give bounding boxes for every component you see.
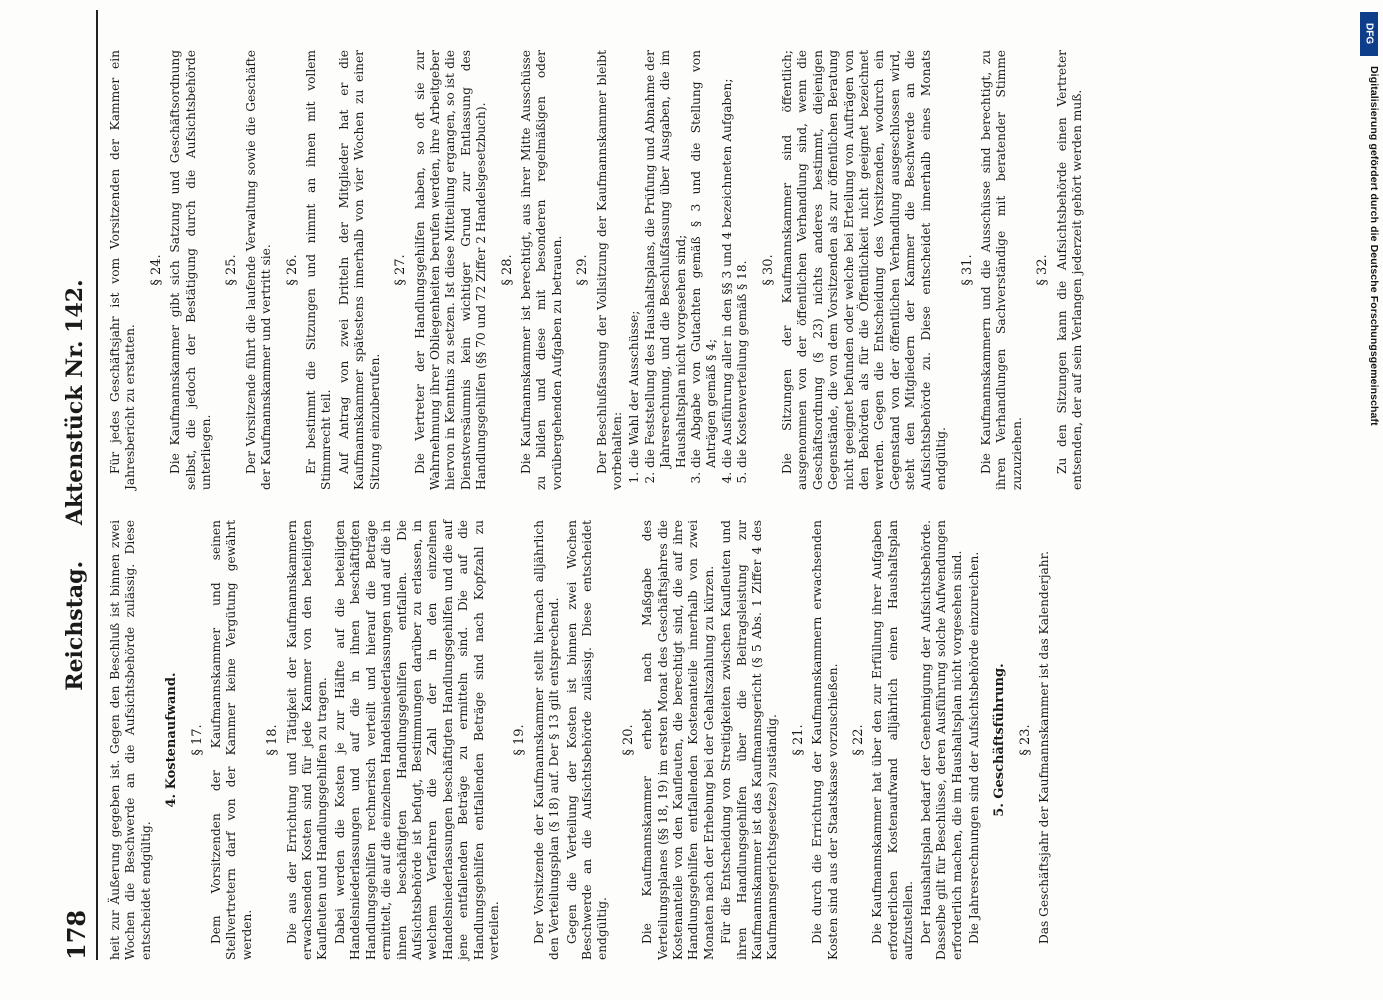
section-number: § 24.	[148, 254, 164, 286]
paragraph: Die Kaufmannskammer ist berechtigt, aus ihrer Mitte Ausschüsse zu bilden und diese mit besonderen regelmäßigen oder vorübergehenden Aufgaben zu betrauen.	[518, 50, 564, 490]
dfg-logo: DFG	[1360, 12, 1378, 56]
section-number: § 21.	[790, 724, 806, 756]
left-column	[108, 520, 1358, 960]
paragraph: Die Kaufmannskammern und die Ausschüsse sind berechtigt, zu ihren Verhandlungen Sachverständige mit beratender Stimme zuzuziehen.	[978, 50, 1024, 490]
right-column	[108, 50, 1358, 490]
paragraph: Die Jahresrechnungen sind der Aufsichtsbehörde einzureichen.	[966, 551, 981, 944]
paragraph: Dabei werden die Kosten je zur Hälfte auf die beteiligten Handelsniederlassungen und auf die in ihnen beschäftigten Handlungsgehilfen rechnerisch verteilt und hierauf die Beträge ermittelt, die auf die einzelnen Handelsniederlassungen und auf die in ihnen beschäftigten Handlungsgehilfen entfallen. Die Aufsichtsbehörde ist befugt, Bestimmungen darüber zu erlassen, in welchem Verfahren die Zahl der in den einzelnen Handelsniederlassungen beschäftigten Handlungsgehilfen und die auf jene entfallenden Beträge zu ermitteln sind. Die auf die Handlungsgehilfen entfallenden Beträge sind nach Kopfzahl zu verteilen.	[332, 520, 501, 960]
paragraph: Die aus der Errichtung und Tätigkeit der Kaufmannskammern erwachsenden Kosten sind für jede Kammer von den beteiligten Kaufleuten und Handlungsgehilfen zu tragen.	[284, 520, 330, 960]
running-title-left: Reichstag.	[62, 560, 88, 691]
paragraph: Die durch die Errichtung der Kaufmannskammern erwachsenden Kosten sind aus der Staatskasse vorzuschießen.	[810, 520, 840, 960]
section-heading: 4. Kostenaufwand.	[164, 672, 180, 808]
section-number: § 19.	[512, 724, 528, 756]
page-number: 178	[62, 909, 91, 960]
rotated-page-content	[48, 0, 1368, 1000]
section-heading: 5. Geschäftsführung.	[992, 663, 1008, 817]
section-number: § 20.	[620, 724, 636, 756]
paragraph: Die Kaufmannskammer gibt sich Satzung und Geschäftsordnung selbst, die jedoch der Bestätigung durch die Aufsichtsbehörde unterliegen.	[168, 50, 214, 490]
paragraph: Auf Antrag von zwei Dritteln der Mitglieder hat er die Kaufmannskammer spätestens innerhalb von vier Wochen zu einer Sitzung einzuberufen.	[336, 50, 382, 490]
paragraph: Die Vertreter der Handlungsgehilfen haben, so oft sie zur Wahrnehmung ihrer Obliegenheiten berufen werden, ihre Arbeitgeber hiervon in Kenntnis zu setzen. Ist diese Mitteilung ergangen, so ist die Dienstversäumnis kein wichtiger Grund zur Entlassung des Handlungsgehilfen (§§ 70 und 72 Ziffer 2 Handelsgesetzbuch).	[412, 50, 489, 490]
list-item: 1. die Wahl der Ausschüsse;	[627, 50, 642, 468]
section-number: § 22.	[851, 724, 867, 756]
digitization-stamp	[1352, 6, 1380, 986]
paragraph: Der Vorsitzende der Kaufmannskammer stellt hiernach alljährlich den Verteilungsplan (§ 18) auf. Der § 13 gilt entsprechend.	[531, 520, 562, 960]
paragraph: Der Beschlußfassung der Vollsitzung der Kaufmannskammer bleibt vorbehalten:	[594, 50, 624, 490]
section-number: § 28.	[499, 254, 515, 286]
paragraph: Gegen die Verteilung der Kosten ist binnen zwei Wochen Beschwerde an die Aufsichtsbehörde zulässig. Diese entscheidet endgültig.	[564, 520, 610, 960]
digitization-credit: Digitalisierung gefördert durch die Deutsche Forschungsgemeinschaft	[1368, 66, 1380, 426]
text-columns	[108, 10, 1358, 960]
section-number: § 30.	[760, 254, 776, 286]
paragraph: Die Kaufmannskammer hat über den zur Erfüllung ihrer Aufgaben erforderlichen Kostenaufwand alljährlich einen Haushaltsplan aufzustellen.	[870, 520, 916, 960]
list-item: 3. die Abgabe von Gutachten gemäß § 3 und die Stellung von Anträgen gemäß § 4;	[689, 50, 720, 468]
section-number: § 23.	[1017, 724, 1033, 756]
paragraph: Die Sitzungen der Kaufmannskammer sind öffentlich; ausgenommen von der öffentlichen Verhandlung sind, wenn die Geschäftsordnung (§ 23) nichts anderes bestimmt, diejenigen Gegenstände, die von dem Vorsitzenden als zur öffentlichen Beratung nicht geeignet befunden oder welche bei Erteilung von Aufträgen von den Behörden als für die Öffentlichkeit nicht geeignet bezeichnet werden. Gegen die Entscheidung des Vorsitzenden, wodurch ein Gegenstand von der öffentlichen Verhandlung ausgeschlossen wird, steht den Mitgliedern der Kammer die Beschwerde an die Aufsichtsbehörde zu. Diese entscheidet innerhalb eines Monats endgültig.	[780, 50, 949, 490]
paragraph: Für die Entscheidung von Streitigkeiten zwischen Kaufleuten und ihren Handlungsgehilfen über die Beitragsleistung zur Kaufmannskammer ist das Kaufmannsgericht (§ 5 Abs. 1 Ziffer 4 des Kaufmannsgerichtsgesetzes) zuständig.	[719, 520, 780, 960]
list-item: 5. die Kostenverteilung gemäß § 18.	[735, 50, 750, 468]
section-number: § 29.	[575, 254, 591, 286]
section-number: § 31.	[959, 254, 975, 286]
enumerated-list	[627, 50, 750, 490]
list-item: 4. die Ausführung aller in den §§ 3 und 4 bezeichneten Aufgaben;	[720, 50, 735, 468]
paragraph: Der Haushaltsplan bedarf der Genehmigung der Aufsichtsbehörde. Dasselbe gilt für Beschlüsse, deren Ausführung solche Aufwendungen erforderlich machen, die im Haushaltsplan nicht vorgesehen sind.	[918, 520, 964, 960]
paragraph: Zu den Sitzungen kann die Aufsichtsbehörde einen Vertreter entsenden, der auf sein Verlangen jederzeit gehört werden muß.	[1054, 50, 1084, 490]
paragraph: Das Geschäftsjahr der Kaufmannskammer ist das Kalenderjahr.	[1037, 550, 1052, 944]
paragraph: Er bestimmt die Sitzungen und nimmt an ihnen mit vollem Stimmrecht teil.	[304, 50, 334, 490]
paragraph: Der Vorsitzende führt die laufende Verwaltung sowie die Geschäfte der Kaufmannskammer und vertritt sie.	[243, 50, 274, 490]
paragraph: Die Kaufmannskammer erhebt nach Maßgabe des Verteilungsplanes (§§ 18, 19) im ersten Monat des Geschäftsjahres die Kostenanteile von den Kaufleuten, die berechtigt sind, die auf ihre Handlungsgehilfen entfallenden Kostenanteile innerhalb von zwei Monaten nach der Erhebung bei der Gehaltszahlung zu kürzen.	[640, 520, 716, 960]
section-number: § 25.	[224, 254, 240, 286]
paragraph: Dem Vorsitzenden der Kaufmannskammer und seinen Stellvertretern darf von der Kammer keine Vergütung gewährt werden.	[209, 520, 254, 960]
section-number: § 27.	[393, 254, 409, 286]
section-number: § 26.	[284, 254, 300, 286]
section-number: § 32.	[1035, 254, 1051, 286]
list-item: 2. die Feststellung des Haushaltsplans, die Prüfung und Abnahme der Jahresrechnung, und die Beschlußfassung über Ausgaben, die im Haushaltsplan nicht vorgesehen sind;	[643, 50, 689, 468]
running-title-right: Aktenstück Nr. 142.	[62, 279, 88, 526]
paragraph: Für jedes Geschäftsjahr ist vom Vorsitzenden der Kammer ein Jahresbericht zu erstatten.	[108, 50, 138, 490]
page-header	[62, 10, 98, 960]
section-number: § 17.	[189, 724, 205, 756]
section-number: § 18.	[265, 724, 281, 756]
paragraph: heit zur Äußerung gegeben ist. Gegen den Beschluß ist binnen zwei Wochen die Beschwerde an die Aufsichtsbehörde zulässig. Diese entscheidet endgültig.	[108, 520, 153, 960]
running-title	[62, 10, 88, 960]
